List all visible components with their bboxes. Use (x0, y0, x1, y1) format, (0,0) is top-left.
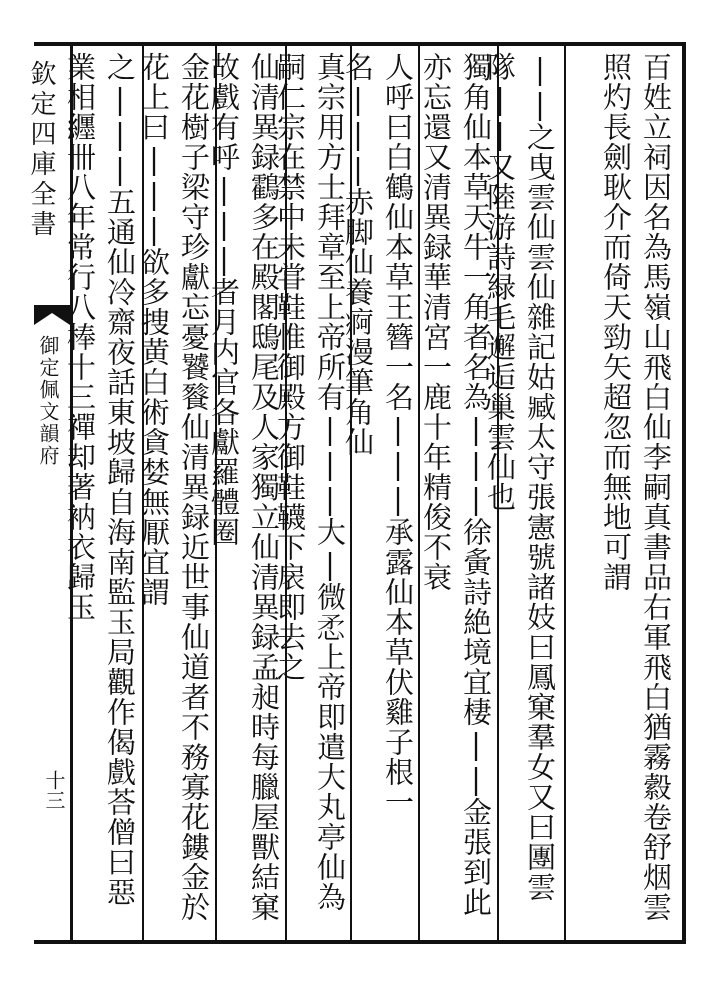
bottom-border (34, 940, 686, 944)
column-divider (564, 46, 566, 940)
text-column-5: 真宗用方士拜章至上帝所有|||大|微𢘅上帝即遣大丸亭仙為嗣仁宗在禁中未甞鞋惟御殿方御鞋韈下扆即去之 (273, 52, 347, 912)
right-border (682, 42, 686, 944)
book-subtitle: 御定佩文韻府 (36, 335, 60, 467)
text-column-7: 金花樹子梁守珍獻忘憂饕餮仙清異録近世事仙道者不務寡花鏤金於花上曰|||欲多捜黄白術貪婪無厭宜謂 (137, 52, 211, 922)
page-number: 十三 (42, 770, 66, 810)
text-column-1: 百姓立祠因名為馬嶺山飛白仙李嗣真書品右軍飛白猶霧縠卷舒烟雲照灼長劍耿介而倚天勁矢超忽而無地可謂 (599, 52, 673, 922)
text-column-8: 之|||五通仙冷齋夜話東坡歸自海南監玉局觀作偈戲荅僧曰惡業相纒卌八年常行八棒十三禪却著衲衣歸玉 (63, 52, 137, 907)
book-title: 欽定四庫全書 (26, 60, 56, 240)
text-column-2: ||之曳雲仙雲仙雜記姑臧太守張憲號諸妓曰鳳窠羣女又曰團雲隊||又陸游詩緑毛邂逅巢雲仙也 (483, 52, 557, 902)
text-column-6: 仙清異録鸖多在殿閣鴟尾及人家獨立仙清異録孟昶時每臘屋獸結窠故戲有呼|||者月内官各獻羅體圈 (207, 52, 281, 922)
text-column-4: 人呼曰白鶴仙本草王簪一名|||承露仙本草伏雞子根一名|||赤脚仙養痾漫筆角仙 (341, 52, 415, 817)
top-border (34, 42, 686, 46)
text-column-3: 獨角仙本草天牛一角者名為|||徐夤詩絶境宜棲||金張到此亦忘還又清異録華清宮一鹿十年精俊不衰 (419, 52, 493, 917)
